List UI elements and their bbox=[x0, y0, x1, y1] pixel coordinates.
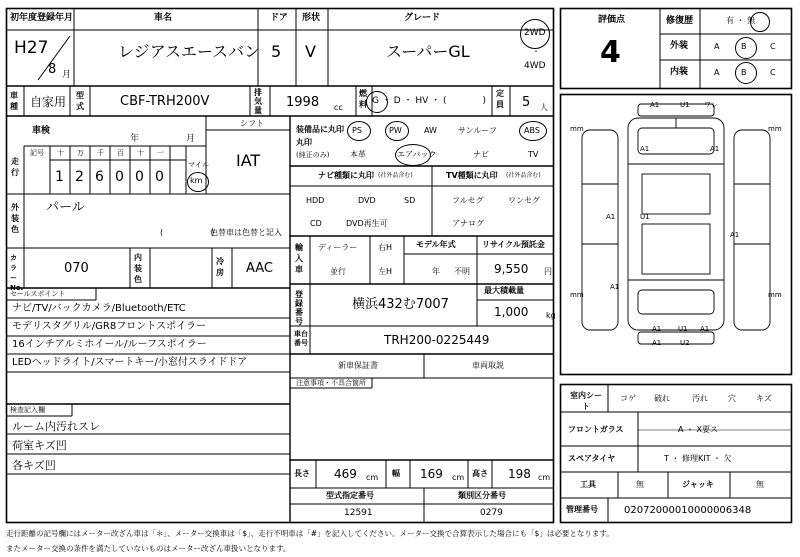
mark-a1-4: A1 bbox=[606, 213, 616, 221]
mark-u1-2: U1 bbox=[640, 213, 650, 221]
door-count: 5 bbox=[271, 42, 282, 61]
mark-a1-2: A1 bbox=[640, 145, 650, 153]
import-label: 輸入車 bbox=[295, 243, 303, 274]
ac-value: AAC bbox=[246, 261, 273, 276]
import-right-h: 右H bbox=[378, 243, 393, 252]
shift-label: シフト bbox=[240, 119, 264, 128]
equip-sunroof: サンルーフ bbox=[458, 126, 497, 135]
jack-label: ジャッキ bbox=[682, 480, 714, 489]
model-year-unknown: 不明 bbox=[454, 267, 470, 276]
color-value: パール bbox=[46, 200, 85, 215]
equip-abs: ABS bbox=[524, 126, 540, 135]
equipment-label-2: 丸印 bbox=[296, 138, 312, 147]
warranty-label: 新車保証書 bbox=[338, 361, 378, 370]
grade-label: グレード bbox=[404, 13, 441, 23]
height-unit: cm bbox=[538, 473, 551, 482]
navi-sub: (社外品含む) bbox=[378, 172, 413, 179]
month-unit: 月 bbox=[62, 70, 72, 80]
record-label: 記号 bbox=[30, 149, 44, 157]
rating-value: 4 bbox=[600, 35, 621, 70]
import-left-h: 左H bbox=[378, 267, 393, 276]
max-load-value: 1,000 bbox=[494, 305, 529, 319]
interior-a: A bbox=[714, 68, 720, 77]
tv-analog: アナログ bbox=[452, 219, 484, 228]
spare-tire-value: T ・ 修理KIT ・ 欠 bbox=[664, 454, 732, 463]
tv-fullseg: フルセグ bbox=[452, 196, 484, 205]
mark-a1-8: A1 bbox=[700, 325, 710, 333]
odometer-digit-4: 0 bbox=[135, 169, 144, 185]
mile-unit: マイル bbox=[188, 161, 209, 169]
mark-a1-7: A1 bbox=[652, 325, 662, 333]
seat-burn: コゲ bbox=[620, 394, 636, 403]
color-label: 外装色 bbox=[11, 203, 19, 234]
equip-leather: 本革 bbox=[350, 150, 366, 159]
registration-month: 8 bbox=[48, 62, 57, 77]
navi-dvd-play: DVD再生可 bbox=[346, 219, 388, 228]
interior-color-label: 内装色 bbox=[134, 253, 142, 284]
displacement-value: 1998 bbox=[286, 95, 320, 110]
model-year-label: モデル年式 bbox=[416, 240, 456, 249]
door-label: ドア bbox=[270, 13, 288, 23]
exterior-label: 外装 bbox=[670, 41, 689, 51]
color-note: 色替車は色替と記入 bbox=[210, 228, 282, 237]
height-label: 高さ bbox=[472, 469, 488, 478]
equipment-label: 装備品に丸印 bbox=[296, 125, 344, 134]
digit-head-0: 十 bbox=[57, 149, 64, 157]
management-number-label: 管理番号 bbox=[566, 505, 598, 514]
use-label: 車種 bbox=[10, 91, 18, 111]
footer-note-1: 走行距離の記号欄にはメーター改ざん車は「＊」、メーター交換車は「$」、走行不明車は「#」を記入してください。メーター交換で合算表示した場合にも「$」は必要となります。 bbox=[6, 529, 614, 538]
era-year: H27 bbox=[14, 38, 49, 58]
displacement-label: 排気量 bbox=[254, 88, 262, 115]
inspection-line-2: 荷室キズ凹 bbox=[12, 439, 67, 452]
mark-a1-5: A1 bbox=[730, 231, 740, 239]
chassis-label: 車台番号 bbox=[294, 330, 308, 347]
model-value: CBF-TRH200V bbox=[120, 94, 210, 109]
recycle-unit: 円 bbox=[544, 267, 552, 276]
interior-seat-label: 室内シート bbox=[570, 391, 602, 411]
class-number-label: 類別区分番号 bbox=[458, 491, 506, 500]
navi-cd: CD bbox=[310, 219, 322, 228]
odometer-digit-2: 6 bbox=[95, 169, 104, 185]
km-unit: km bbox=[190, 176, 203, 185]
odometer-digit-5: 0 bbox=[155, 169, 164, 185]
shift-value: IAT bbox=[236, 151, 261, 170]
type-number-label: 型式指定番号 bbox=[326, 491, 374, 500]
mm-rl: mm bbox=[570, 291, 584, 299]
vehicle-damage-diagram bbox=[560, 94, 792, 374]
length-label: 長さ bbox=[294, 469, 310, 478]
interior-b: B bbox=[741, 68, 747, 77]
shaken-year: 年 bbox=[130, 134, 140, 144]
mark-a1-3: A1 bbox=[710, 145, 720, 153]
repair-history-label: 修復歴 bbox=[666, 16, 694, 26]
model-label: 型式 bbox=[76, 91, 84, 111]
first-registration-label: 初年度登録年月 bbox=[10, 13, 74, 23]
equip-airbag: エアバック bbox=[397, 150, 437, 159]
mark-crack: ワレ bbox=[704, 101, 718, 109]
sales-line-3: 16インチアルミホイール/ルーフスポイラー bbox=[12, 339, 207, 350]
width-unit: cm bbox=[452, 473, 465, 482]
capacity-unit: 人 bbox=[540, 103, 548, 112]
mark-a1-1: A1 bbox=[650, 101, 660, 109]
shape-label: 形状 bbox=[302, 13, 321, 23]
color-no-label: カラーNo. bbox=[10, 254, 24, 292]
length-value: 469 bbox=[334, 467, 357, 481]
digit-head-3: 百 bbox=[117, 149, 124, 157]
drive-4wd: 4WD bbox=[524, 61, 546, 71]
capacity-label: 定員 bbox=[496, 89, 504, 109]
capacity-value: 5 bbox=[522, 95, 531, 110]
equip-tv: TV bbox=[528, 150, 539, 159]
chassis-number: TRH200-0225449 bbox=[384, 333, 490, 347]
import-dealer: ディーラー bbox=[318, 243, 358, 252]
equip-pw: PW bbox=[389, 126, 402, 135]
car-name-label: 車名 bbox=[154, 13, 173, 23]
notes-label: 注意事項・不具合箇所 bbox=[296, 379, 366, 387]
digit-head-5: 一 bbox=[157, 149, 164, 157]
displacement-unit: cc bbox=[334, 103, 343, 112]
windshield-label: フロントガラス bbox=[568, 425, 624, 434]
vehicle-name: レジアスエースバン bbox=[118, 42, 261, 61]
seat-scratch: キズ bbox=[756, 394, 772, 403]
mm-fl: mm bbox=[570, 125, 584, 133]
tv-sub: (社外品含む) bbox=[506, 172, 541, 179]
max-load-label: 最大積載量 bbox=[484, 286, 524, 295]
seat-tear: 破れ bbox=[654, 394, 670, 403]
shaken-month: 月 bbox=[186, 134, 196, 144]
height-value: 198 bbox=[508, 467, 531, 481]
inspection-line-3: 各キズ凹 bbox=[12, 459, 56, 472]
manual-label: 車両取説 bbox=[472, 361, 504, 370]
recycle-label: リサイクル預託金 bbox=[482, 240, 545, 249]
mm-fr: mm bbox=[768, 125, 782, 133]
type-number-value: 12591 bbox=[344, 508, 373, 518]
exterior-a: A bbox=[714, 42, 720, 51]
fuel-label: 燃料 bbox=[359, 89, 367, 109]
width-label: 幅 bbox=[392, 469, 400, 478]
seat-hole: 穴 bbox=[728, 394, 736, 403]
management-number: 02072000010000006348 bbox=[624, 505, 752, 516]
mark-a1-6: A1 bbox=[610, 283, 620, 291]
rating-label: 評価点 bbox=[598, 15, 626, 25]
tools-label: 工具 bbox=[580, 480, 596, 489]
navi-sd: SD bbox=[404, 196, 416, 205]
exterior-b: B bbox=[741, 42, 747, 51]
windshield-value: A ・ X要ス bbox=[678, 425, 719, 434]
mark-u1-3: U1 bbox=[678, 325, 688, 333]
navi-dvd: DVD bbox=[358, 196, 376, 205]
odometer-digit-1: 2 bbox=[75, 169, 84, 185]
mark-u1-1: U1 bbox=[680, 101, 690, 109]
run-label: 走行 bbox=[11, 157, 19, 177]
drive-dot: ・ bbox=[532, 47, 540, 56]
interior-label: 内装 bbox=[670, 67, 689, 77]
model-year-unit: 年 bbox=[432, 267, 440, 276]
mark-a1-9: A1 bbox=[652, 339, 662, 347]
odometer-digit-3: 0 bbox=[115, 169, 124, 185]
ac-label: 冷房 bbox=[216, 257, 224, 277]
grade-value: スーパーGL bbox=[386, 42, 470, 61]
equip-ps: PS bbox=[352, 126, 362, 135]
drive-2wd: 2WD bbox=[524, 28, 546, 38]
navi-hdd: HDD bbox=[306, 196, 325, 205]
use-value: 自家用 bbox=[30, 95, 67, 109]
length-unit: cm bbox=[366, 473, 379, 482]
digit-head-1: 万 bbox=[77, 149, 84, 157]
recycle-value: 9,550 bbox=[494, 262, 529, 276]
sales-point-label: セールスポイント bbox=[10, 290, 66, 298]
mark-u2: U2 bbox=[680, 339, 690, 347]
mm-rr: mm bbox=[768, 291, 782, 299]
color-no-value: 070 bbox=[64, 261, 89, 276]
tools-value: 無 bbox=[636, 480, 644, 489]
color-paren: ( ) bbox=[160, 228, 215, 237]
jack-value: 無 bbox=[756, 480, 764, 489]
sales-line-4: LEDヘッドライト/スマートキー/小窓付スライドドア bbox=[12, 357, 248, 368]
class-number-value: 0279 bbox=[480, 508, 503, 518]
tv-oneseg: ワンセグ bbox=[508, 196, 540, 205]
repair-options: 有 ・ 無 bbox=[726, 16, 756, 25]
equip-navi: ナビ bbox=[473, 150, 489, 159]
shaken-label: 車検 bbox=[32, 126, 51, 136]
seat-dirt: 汚れ bbox=[692, 394, 708, 403]
inspection-label: 検査記入欄 bbox=[10, 406, 45, 414]
tv-title: TV種類に丸印 bbox=[446, 171, 498, 180]
import-parallel: 並行 bbox=[330, 267, 346, 276]
body-shape: V bbox=[305, 42, 316, 61]
exterior-c: C bbox=[770, 42, 776, 51]
spare-tire-label: スペアタイヤ bbox=[568, 454, 616, 463]
digit-head-4: 十 bbox=[137, 149, 144, 157]
max-load-unit: kg bbox=[546, 311, 556, 320]
equipment-sub: (純正のみ) bbox=[296, 151, 330, 159]
inspection-line-1: ルーム内汚れスレ bbox=[12, 420, 100, 433]
odometer-digit-0: 1 bbox=[55, 169, 64, 185]
sales-line-2: モデリスタグリル/GR8フロントスポイラー bbox=[12, 321, 207, 332]
navi-title: ナビ種類に丸印 bbox=[318, 171, 374, 180]
registration-number: 横浜432む7007 bbox=[352, 297, 449, 312]
width-value: 169 bbox=[420, 467, 443, 481]
footer-note-2: またメーター交換の条件を満たしていないものはメーター改ざん車扱いとなります。 bbox=[6, 544, 291, 553]
fuel-options: G ・ D ・ HV ・ ( ) bbox=[372, 96, 487, 106]
interior-c: C bbox=[770, 68, 776, 77]
digit-head-2: 千 bbox=[97, 149, 104, 157]
registration-number-label: 登録番号 bbox=[295, 290, 303, 326]
sales-line-1: ナビ/TV/バックカメラ/Bluetooth/ETC bbox=[12, 303, 186, 314]
equip-aw: AW bbox=[424, 126, 437, 135]
